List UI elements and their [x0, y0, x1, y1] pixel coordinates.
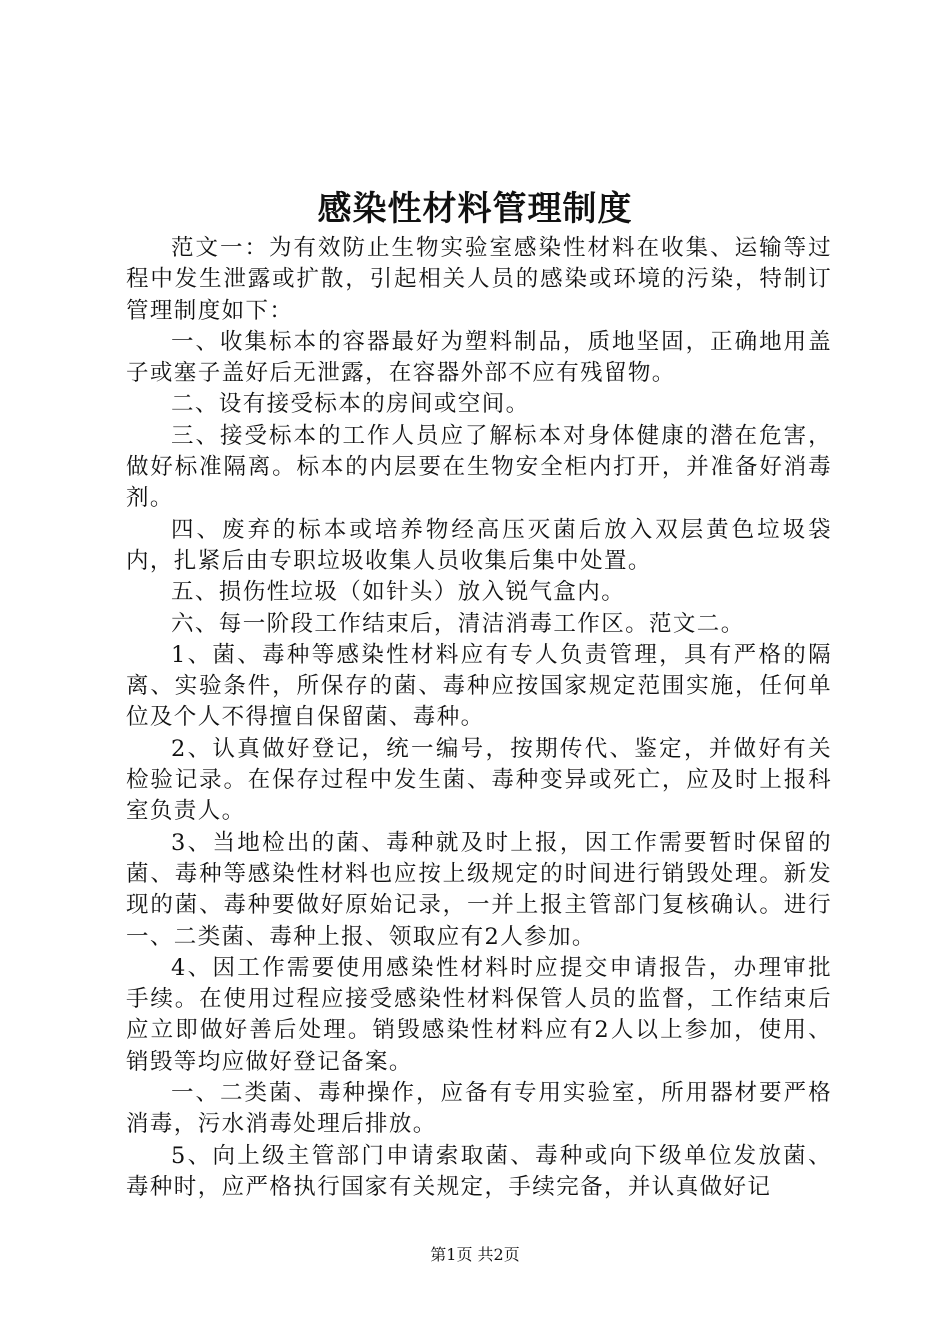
paragraph: 三、接受标本的工作人员应了解标本对身体健康的潜在危害，做好标准隔离。标本的内层要在生物安全柜内打开，并准备好消毒剂。 — [126, 422, 832, 512]
document-title: 感染性材料管理制度 — [317, 189, 633, 229]
paragraph: 5、向上级主管部门申请索取菌、毒种或向下级单位发放菌、毒种时，应严格执行国家有关规定，手续完备，并认真做好记 — [126, 1142, 832, 1200]
paragraph: 范文一：为有效防止生物实验室感染性材料在收集、运输等过程中发生泄露或扩散，引起相关人员的感染或环境的污染，特制订管理制度如下： — [126, 235, 832, 324]
paragraph: 4、因工作需要使用感染性材料时应提交申请报告，办理审批手续。在使用过程应接受感染性材料保管人员的监督，工作结束后应立即做好善后处理。销毁感染性材料应有2人以上参加，使用、销毁等均应做好登记备案。 — [126, 954, 832, 1075]
paragraph: 四、废弃的标本或培养物经高压灭菌后放入双层黄色垃圾袋内，扎紧后由专职垃圾收集人员收集后集中处置。 — [126, 516, 832, 574]
paragraph: 五、损伤性垃圾（如针头）放入锐气盒内。 — [171, 579, 626, 606]
document-body — [126, 233, 832, 1203]
paragraph: 3、当地检出的菌、毒种就及时上报，因工作需要暂时保留的菌、毒种等感染性材料也应按上级规定的时间进行销毁处理。新发现的菌、毒种要做好原始记录，一并上报主管部门复核确认。进行一、二类菌、毒种上报、领取应有2人参加。 — [126, 829, 832, 950]
paragraph: 一、二类菌、毒种操作，应备有专用实验室，所用器材要严格消毒，污水消毒处理后排放。 — [126, 1080, 832, 1138]
page-number-footer: 第1页 共2页 — [430, 1245, 520, 1264]
paragraph: 2、认真做好登记，统一编号，按期传代、鉴定，并做好有关检验记录。在保存过程中发生菌、毒种变异或死亡，应及时上报科室负责人。 — [126, 735, 832, 825]
paragraph: 六、每一阶段工作结束后，清洁消毒工作区。范文二。 — [171, 610, 745, 637]
paragraph: 一、收集标本的容器最好为塑料制品，质地坚固，正确地用盖子或塞子盖好后无泄露，在容器外部不应有残留物。 — [126, 328, 832, 387]
paragraph: 1、菌、毒种等感染性材料应有专人负责管理，具有严格的隔离、实验条件，所保存的菌、毒种应按国家规定范围实施，任何单位及个人不得擅自保留菌、毒种。 — [126, 641, 832, 731]
paragraph: 二、设有接受标本的房间或空间。 — [171, 391, 530, 418]
